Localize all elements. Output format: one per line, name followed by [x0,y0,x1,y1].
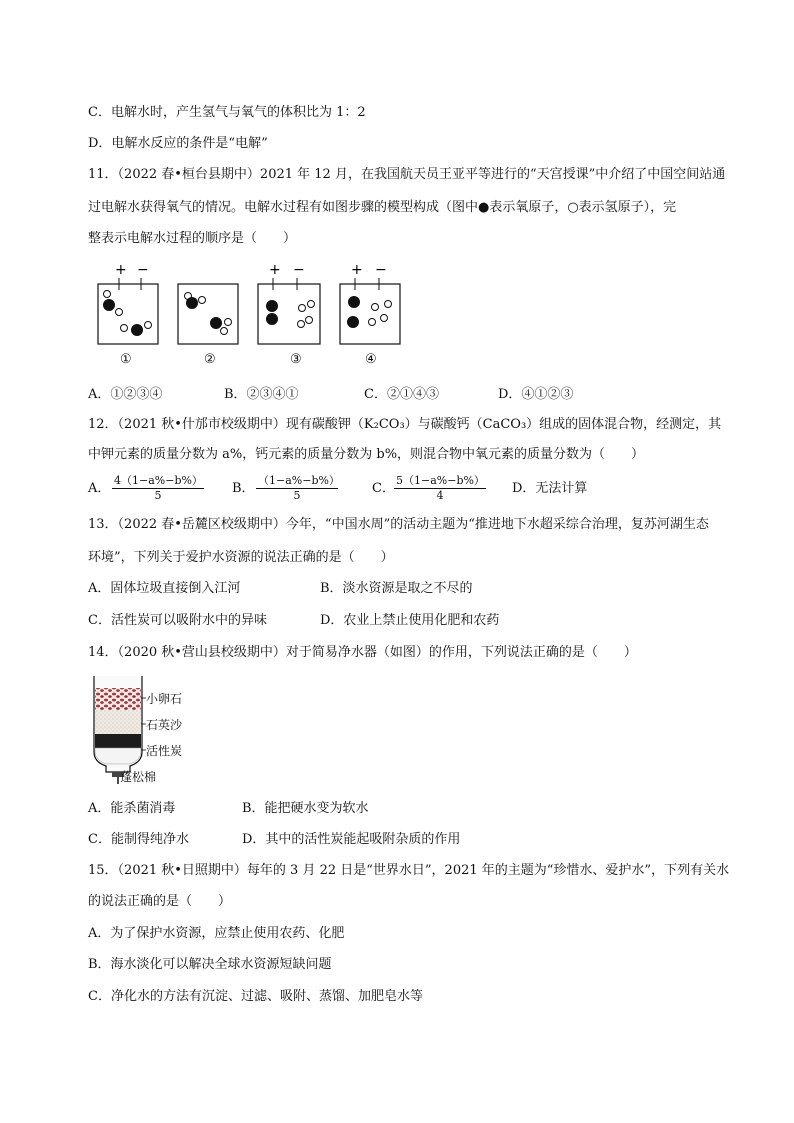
oxygen-atom [266,300,278,312]
oxygen-atom [348,296,360,308]
container-4 [340,284,400,344]
quartz-sand-layer [95,710,141,734]
hydrogen-atom [121,325,128,332]
electrolysis-model-diagram [90,258,410,376]
hydrogen-atom [145,322,152,329]
q13-stem-line2: 环境”，下列关于爱护水资源的说法正确的是（ ） [88,550,394,565]
plus-electrode-1: + [115,262,127,278]
fraction-numerator: 5（1−a%−b%） [396,474,485,487]
q15-stem-line1: 15．（2021 秋•日照期中）每年的 3 月 22 日是“世界水日”，2021 年的主题为“珍惜水、爱护水”，下列有关水 [88,863,730,878]
model-box-4 [340,262,400,344]
hydrogen-atom [385,301,392,308]
oxygen-atom [131,324,143,336]
model-box-1 [98,262,158,344]
q12-option-c-fraction [394,474,486,503]
hydrogen-atom [306,317,313,324]
q13-option-b: B．淡水资源是取之不尽的 [320,581,473,596]
q14-option-b: B．能把硬水变为软水 [242,801,369,816]
q12-option-b-fraction [256,474,338,503]
fraction-denominator: 4 [436,489,444,502]
q11-option-c: C．②①④③ [364,387,439,402]
filter-label-pebbles: 小卵石 [146,692,183,706]
cotton-layer [95,748,141,764]
q11-stem-line3: 整表示电解水过程的顺序是（ ） [88,231,297,246]
filter-label-sand: 石英沙 [146,718,183,732]
hydrogen-atom [299,305,306,312]
q14-option-a: A．能杀菌消毒 [88,801,176,816]
q15-option-b: B．海水淡化可以解决全球水资源短缺问题 [88,957,332,972]
q12-option-a-fraction [112,474,204,503]
q11-stem-line1: 11．（2022 春•桓台县期中）2021 年 12 月，在我国航天员王亚平等进行的“天宫授课”中介绍了中国空间站通 [88,167,726,182]
hydrogen-atom [116,309,123,316]
q14-option-c: C．能制得纯净水 [88,832,189,847]
q12-stem-line2: 中钾元素的质量分数为 a%，钙元素的质量分数为 b%，则混合物中氧元素的质量分数为（ ） [88,447,645,462]
plus-electrode-4: + [351,262,363,278]
fraction-numerator: （1−a%−b%） [258,474,340,487]
q10-option-d: D．电解水反应的条件是“电解” [88,136,268,151]
diagram-label-4: ④ [365,352,377,367]
q11-option-d: D．④①②③ [498,387,574,402]
q12-option-c-label: C． [372,481,395,496]
minus-electrode-1: − [137,262,149,278]
pebble-layer [95,688,141,710]
q11-option-a: A．①②③④ [88,387,163,402]
q15-stem-line2: 的说法正确的是（ ） [88,894,232,909]
hydrogen-atom [381,315,388,322]
model-box-2 [178,284,238,344]
q13-option-a: A．固体垃圾直接倒入江河 [88,581,241,596]
hydrogen-atom [372,304,379,311]
container-3 [258,284,320,344]
oxygen-atom [186,297,198,309]
q13-stem-line1: 13．（2022 春•岳麓区校级期中）今年，“中国水周”的活动主题为“推进地下水超采综合治理，复苏河湖生态 [88,517,709,532]
minus-electrode-4: − [375,262,387,278]
oxygen-atom [266,313,278,325]
q14-stem-line1: 14．（2020 秋•营山县校级期中）对于简易净水器（如图）的作用，下列说法正确的是（ ） [88,645,637,660]
model-box-3 [258,262,320,344]
q12-option-b-label: B． [232,481,255,496]
q13-option-d: D．农业上禁止使用化肥和农药 [320,613,500,628]
diagram-label-3: ③ [290,352,302,367]
oxygen-atom [347,316,359,328]
diagram-label-2: ② [204,352,216,367]
hydrogen-atom [221,328,228,335]
filter-label-cotton: 蓬松棉 [120,770,157,784]
diagram-label-1: ① [120,352,132,367]
q12-option-a-label: A． [88,481,111,496]
minus-electrode-3: − [293,262,305,278]
q11-stem-line2: 过电解水获得氧气的情况。电解水过程有如图步骤的模型构成（图中●表示氧原子，○表示氢原子），完 [88,200,677,215]
activated-carbon-layer [95,734,141,748]
hydrogen-atom [308,301,315,308]
fraction-numerator: 4（1−a%−b%） [114,474,203,487]
hydrogen-atom [369,319,376,326]
hydrogen-atom [104,291,111,298]
filter-label-carbon: 活性炭 [146,744,183,758]
q12-stem-line1: 12．（2021 秋•什邡市校级期中）现有碳酸钾（K₂CO₃）与碳酸钙（CaCO₃）组成的固体混合物，经测定，其 [88,417,722,432]
oxygen-atom [210,317,222,329]
q11-option-b: B．②③④① [224,387,299,402]
q14-option-d: D．其中的活性炭能起吸附杂质的作用 [242,832,461,847]
hydrogen-atom [225,319,232,326]
q10-option-c: C．电解水时，产生氢气与氧气的体积比为 1：2 [88,105,366,120]
fraction-denominator: 5 [293,489,301,502]
q15-option-c: C．净化水的方法有沉淀、过滤、吸附、蒸馏、加肥皂水等 [88,989,423,1004]
fraction-denominator: 5 [154,489,162,502]
hydrogen-atom [298,321,305,328]
q15-option-a: A．为了保护水资源，应禁止使用农药、化肥 [88,926,345,941]
hydrogen-atom [199,297,206,304]
oxygen-atom [103,299,115,311]
q12-option-d: D．无法计算 [512,481,588,496]
q13-option-c: C．活性炭可以吸附水中的异味 [88,613,267,628]
plus-electrode-3: + [269,262,281,278]
